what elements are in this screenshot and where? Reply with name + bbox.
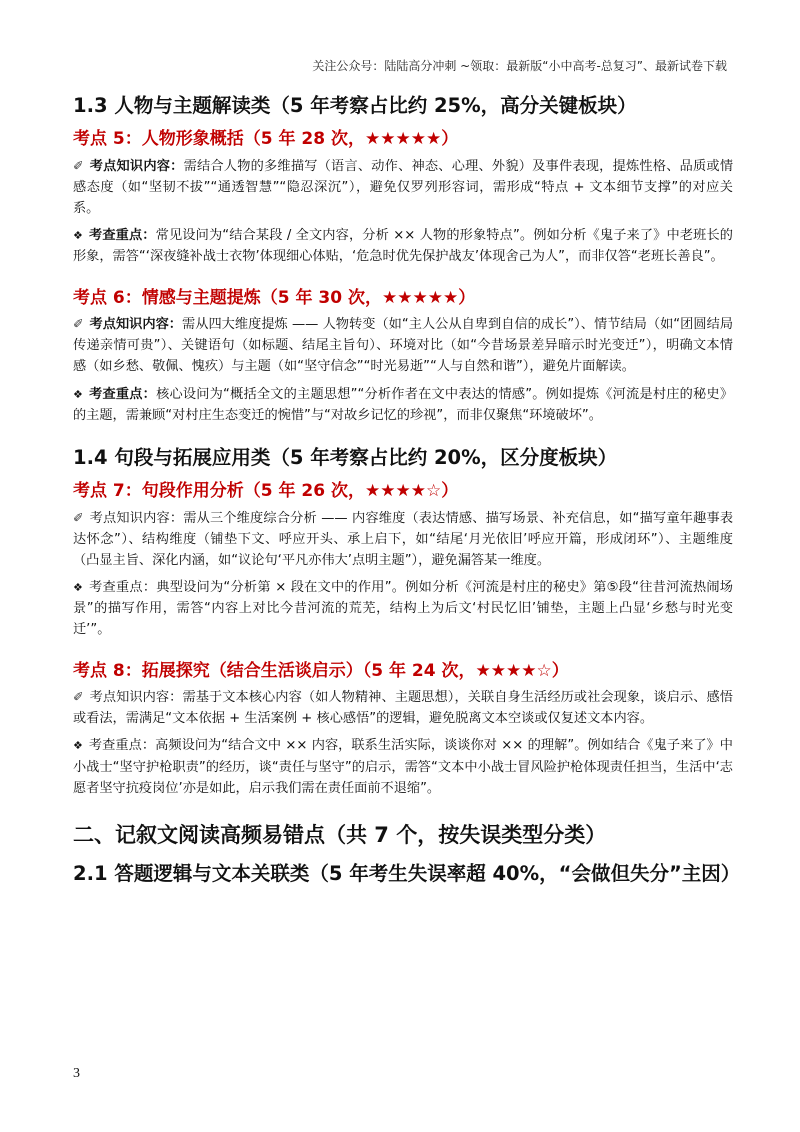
knowledge-label: 考点知识内容：	[89, 158, 184, 174]
focus-label: 考查重点：	[88, 738, 156, 754]
pencil-icon: ✐	[73, 509, 84, 525]
point-5-title: 考点 5：人物形象概括（5 年 28 次，★★★★★）	[73, 129, 459, 150]
knowledge-label: 考点知识内容：	[89, 317, 183, 333]
focus-label: 考查重点：	[89, 580, 157, 596]
point-8-focus	[73, 735, 733, 798]
focus-text: 典型设问为“分析第 × 段在文中的作用”。例如分析《河流是村庄的秘史》第⑤段“往昔河流热闹场景”的描写作用，需答“内容上对比今昔河流的荒芜，结构上为后文‘村民忆旧’铺垫，主题上凸显‘乡愁与时光变迁’”。	[73, 580, 733, 638]
diamond-bullet-icon: ❖	[73, 387, 84, 401]
knowledge-text: 需从三个维度综合分析 —— 内容维度（表达情感、描写场景、补充信息，如“描写童年趣事表达怀念”）、结构维度（铺垫下文、呼应开头、承上启下，如“结尾‘月光依旧’呼应开篇，形成闭环”）、主题维度（凸显主旨、深化内涵，如“议论句‘平凡亦伟大’点明主题”），避免漏答某一维度。	[73, 510, 734, 569]
page-number: 3	[73, 1066, 80, 1081]
focus-text: 核心设问为“概括全文的主题思想”“分析作者在文中表达的情感”。例如提炼《河流是村庄的秘史》的主题，需兼顾“对村庄生态变迁的惋惜”与“对故乡记忆的珍视”，而非仅聚焦“环境破坏”。	[73, 386, 734, 423]
chapter-2-title: 二、记叙文阅读高频易错点（共 7 个，按失误类型分类）	[73, 822, 607, 847]
diamond-bullet-icon: ❖	[73, 229, 83, 243]
section-2-1-title: 2.1 答题逻辑与文本关联类（5 年考生失误率超 40%，“会做但失分”主因）	[73, 862, 741, 886]
point-6-title: 考点 6：情感与主题提炼（5 年 30 次，★★★★★）	[73, 287, 476, 308]
pencil-icon: ✐	[73, 316, 84, 332]
pencil-icon: ✐	[73, 689, 84, 705]
focus-label: 考查重点：	[89, 386, 157, 402]
knowledge-text: 需基于文本核心内容（如人物精神、主题思想），关联自身生活经历或社会现象，谈启示、感悟或看法，需满足“文本依据 + 生活案例 + 核心感悟”的逻辑，避免脱离文本空谈或仅复述文本内容。	[73, 690, 733, 727]
point-5-knowledge	[73, 156, 733, 219]
point-7-title: 考点 7：句段作用分析（5 年 26 次，★★★★☆）	[73, 481, 459, 502]
section-1-4-title: 1.4 句段与拓展应用类（5 年考察占比约 20%，区分度板块）	[73, 445, 618, 469]
focus-label: 考查重点：	[89, 228, 156, 244]
focus-text: 高频设问为“结合文中 ×× 内容，联系生活实际，谈谈你对 ×× 的理解”。例如结合《鬼子来了》中小战士“坚守护枪职责”的经历，谈“责任与坚守”的启示，需答“文本中小战士冒风险护枪体现责任担当，生活中‘志愿者坚守抗疫岗位’亦是如此，启示我们需在责任面前不退缩”。	[73, 738, 733, 796]
diamond-bullet-icon: ❖	[73, 739, 83, 753]
knowledge-label: 考点知识内容：	[89, 690, 183, 706]
knowledge-text: 需结合人物的多维描写（语言、动作、神态、心理、外貌）及事件表现，提炼性格、品质或情感态度（如“坚韧不拔”“通透智慧”“隐忍深沉”），避免仅罗列形容词，需形成“特点 + 文本细节支撑”的对应关系。	[73, 158, 734, 217]
focus-text: 常见设问为“结合某段 / 全文内容，分析 ×× 人物的形象特点”。例如分析《鬼子来了》中老班长的形象，需答“‘深夜缝补战士衣物’体现细心体贴，‘危急时优先保护战友’体现舍己为人”，而非仅答“老班长善良”。	[73, 228, 733, 265]
knowledge-label: 考点知识内容：	[89, 510, 184, 526]
point-8-knowledge	[73, 687, 733, 729]
point-6-focus	[73, 384, 733, 426]
point-5-focus	[73, 225, 733, 267]
header-note: 关注公众号：陆陆高分冲刺 ~领取：最新版“小中高考-总复习”、最新试卷下载	[312, 59, 727, 73]
point-8-title: 考点 8：拓展探究（结合生活谈启示）（5 年 24 次，★★★★☆）	[73, 660, 569, 681]
section-1-3-title: 1.3 人物与主题解读类（5 年考察占比约 25%，高分关键板块）	[73, 94, 637, 117]
knowledge-text: 需从四大维度提炼 —— 人物转变（如“主人公从自卑到自信的成长”）、情节结局（如“团圆结局传递亲情可贵”）、关键语句（如标题、结尾主旨句）、环境对比（如“今昔场景差异暗示时光变迁”），明确文本情感（如乡愁、敬佩、愧疚）与主题（如“坚守信念”“时光易逝”“人与自然和谐”），避免片面解读。	[73, 317, 734, 375]
diamond-bullet-icon: ❖	[73, 581, 84, 595]
point-6-knowledge	[73, 314, 733, 377]
document-body	[73, 92, 741, 895]
pencil-icon: ✐	[73, 157, 84, 173]
point-7-focus	[73, 577, 733, 640]
point-7-knowledge	[73, 508, 733, 571]
